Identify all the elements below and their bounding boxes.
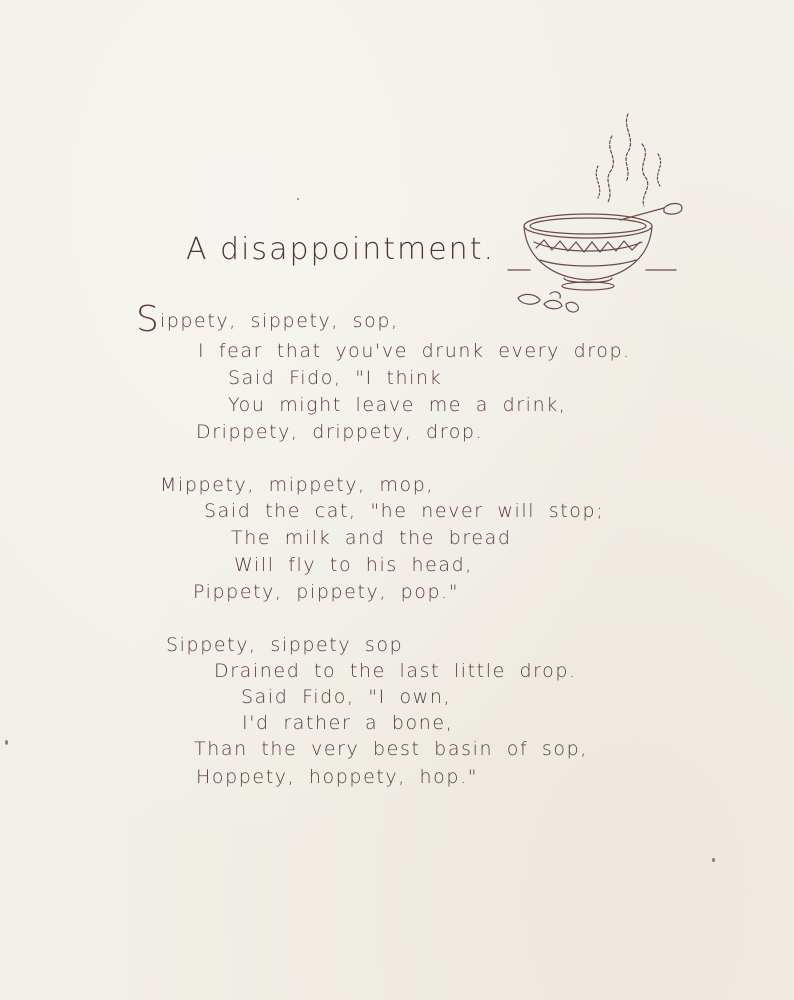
poem-line: Than the very best basin of sop, <box>194 738 588 760</box>
poem-title: A disappointment. <box>186 232 495 267</box>
poem-line: Hoppety, hoppety, hop." <box>196 766 479 788</box>
poem-line: The milk and the bread <box>231 527 512 549</box>
poem-line: Will fly to his head, <box>234 554 473 576</box>
poem-line: I'd rather a bone, <box>242 712 454 734</box>
poem-line: Said Fido, "I think <box>228 367 443 389</box>
poem-line: Sippety, sippety sop <box>166 634 404 656</box>
poem-line: Said the cat, "he never will stop; <box>204 500 605 522</box>
steaming-bowl-with-spoon-icon <box>500 108 690 320</box>
poem-line: Drippety, drippety, drop. <box>196 421 484 443</box>
poem-line: You might leave me a drink, <box>228 394 567 416</box>
poem-line: I fear that you've drunk every drop. <box>198 340 631 362</box>
drop-cap: S <box>136 299 159 340</box>
poem-line: Mippety, mippety, mop, <box>160 474 435 496</box>
paper-speck <box>5 740 8 745</box>
poem-line: Sippety, sippety, sop, <box>136 299 399 340</box>
paper-speck <box>297 198 299 200</box>
paper-speck <box>712 858 715 862</box>
poem-line: Said Fido, "I own, <box>241 686 452 708</box>
poem-line: Pippety, pippety, pop." <box>193 581 460 603</box>
poem-line: Drained to the last little drop. <box>214 660 577 682</box>
